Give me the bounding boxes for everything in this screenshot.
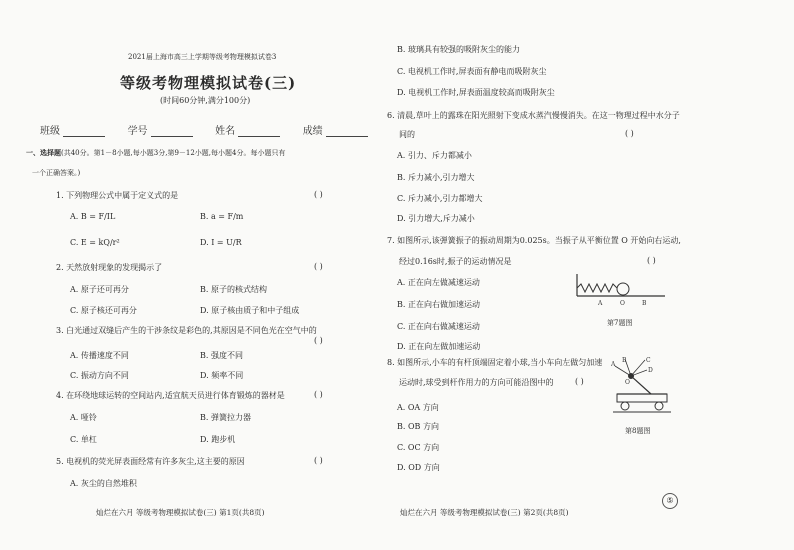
q4-option-d[interactable]: D. 跑步机 xyxy=(200,435,236,444)
page-badge: ⑤ xyxy=(662,493,678,509)
field-name-label: 姓名 xyxy=(215,126,236,137)
q1-option-c[interactable]: C. E = kQ/r² xyxy=(70,238,120,247)
q6-answer-paren[interactable]: ( ) xyxy=(625,129,634,138)
section-heading: 一、选择题 xyxy=(26,148,61,157)
q1-option-a[interactable]: A. B = F/IL xyxy=(70,212,116,221)
q2-option-c[interactable]: C. 原子核还可再分 xyxy=(70,306,137,315)
q7-label-o: O xyxy=(620,300,625,307)
footer-left: 灿烂在六月 等级考物理模拟试卷(三) 第1页(共8页) xyxy=(96,508,265,517)
q8-wheel-left xyxy=(621,402,629,410)
q8-cart-body xyxy=(617,394,667,402)
q4-option-b[interactable]: B. 弹簧拉力器 xyxy=(200,413,251,422)
page-title: 等级考物理模拟试卷(三) xyxy=(120,74,297,92)
q5-option-d[interactable]: D. 电视机工作时,屏表面温度较高而吸附灰尘 xyxy=(397,88,555,97)
field-id-label: 学号 xyxy=(127,126,148,137)
q7-option-a[interactable]: A. 正在向左做减速运动 xyxy=(397,278,480,287)
q7-stem: 7. 如图所示,该弹簧振子的振动周期为0.025s。当振子从平衡位置 O 开始向右运动, xyxy=(387,236,681,245)
q4-option-a[interactable]: A. 哑铃 xyxy=(70,413,97,422)
q8-label-c: C xyxy=(646,357,651,364)
q7-option-d[interactable]: D. 正在向左做加速运动 xyxy=(397,342,481,351)
q8-cart-figure xyxy=(611,356,673,416)
q8-label-o: O xyxy=(625,379,630,386)
q6-option-a[interactable]: A. 引力、斥力都减小 xyxy=(397,151,472,160)
q1-answer-paren[interactable]: ( ) xyxy=(314,190,323,199)
q7-figure-caption: 第7题图 xyxy=(607,319,633,327)
q8-wheel-right xyxy=(655,402,663,410)
q8-figure-caption: 第8题图 xyxy=(625,427,651,435)
q7-label-b: B xyxy=(642,300,647,307)
q8-label-d: D xyxy=(648,367,653,374)
q5-stem: 5. 电视机的荧光屏表面经常有许多灰尘,这主要的原因 xyxy=(56,457,245,466)
q7-option-b[interactable]: B. 正在向右做加速运动 xyxy=(397,300,480,309)
q2-stem: 2. 天然放射现象的发现揭示了 xyxy=(56,263,163,272)
section-intro xyxy=(26,148,286,158)
q2-answer-paren[interactable]: ( ) xyxy=(314,262,323,271)
q2-option-a[interactable]: A. 原子还可再分 xyxy=(70,285,129,294)
q3-stem: 3. 白光通过双缝后产生的干涉条纹是彩色的,其原因是不同色光在空气中的 xyxy=(56,326,317,335)
q7-spring xyxy=(577,284,617,292)
q8-line-oa xyxy=(615,366,631,376)
student-info-row xyxy=(40,122,368,137)
q2-option-d[interactable]: D. 原子核由质子和中子组成 xyxy=(200,306,300,315)
q8-answer-paren[interactable]: ( ) xyxy=(575,377,584,386)
q7-answer-paren[interactable]: ( ) xyxy=(647,256,656,265)
q8-stem-line2: 运动时,球受到杆作用力的方向可能沿图中的 xyxy=(399,378,554,387)
q5-option-b[interactable]: B. 玻璃具有较强的吸附灰尘的能力 xyxy=(397,45,520,54)
field-id-input[interactable] xyxy=(151,126,193,137)
q6-stem: 6. 清晨,草叶上的露珠在阳光照射下变成水蒸汽慢慢消失。在这一物理过程中水分子 xyxy=(387,111,680,120)
footer-right: 灿烂在六月 等级考物理模拟试卷(三) 第2页(共8页) xyxy=(400,508,569,517)
q3-option-b[interactable]: B. 强度不同 xyxy=(200,351,243,360)
q1-option-b[interactable]: B. a = F/m xyxy=(200,212,244,221)
field-name-input[interactable] xyxy=(238,126,280,137)
q7-stem-line2: 经过0.16s时,振子的运动情况是 xyxy=(399,257,512,266)
q1-stem: 1. 下列物理公式中属于定义式的是 xyxy=(56,191,179,200)
q4-answer-paren[interactable]: ( ) xyxy=(314,390,323,399)
q7-label-a: A xyxy=(598,300,603,307)
q7-ball xyxy=(617,283,629,295)
q5-option-c[interactable]: C. 电视机工作时,屏表面有静电而吸附灰尘 xyxy=(397,67,547,76)
q5-option-a[interactable]: A. 灰尘的自然堆积 xyxy=(70,479,137,488)
q3-option-a[interactable]: A. 传播速度不同 xyxy=(70,351,129,360)
field-score-label: 成绩 xyxy=(302,126,323,137)
q8-stem: 8. 如图所示,小车的有杆顶端固定着小球,当小车向左做匀加速 xyxy=(387,358,603,367)
q3-option-d[interactable]: D. 频率不同 xyxy=(200,371,244,380)
q8-option-a[interactable]: A. OA 方向 xyxy=(397,403,439,412)
q3-option-c[interactable]: C. 振动方向不同 xyxy=(70,371,129,380)
q8-option-d[interactable]: D. OD 方向 xyxy=(397,463,440,472)
q4-option-c[interactable]: C. 单杠 xyxy=(70,435,97,444)
q7-option-c[interactable]: C. 正在向右做减速运动 xyxy=(397,322,480,331)
exam-meta: (时间60分钟,满分100分) xyxy=(160,96,251,105)
section-intro-text: (共40分。第1－8小题,每小题3分,第9－12小题,每小题4分。每小题只有 xyxy=(61,149,286,157)
q8-label-a: A xyxy=(611,361,616,368)
q1-option-d[interactable]: D. I = U/R xyxy=(200,238,242,247)
q6-stem-line2: 间的 xyxy=(399,130,415,139)
exam-subtitle: 2021届上海市高三上学期等级考物理模拟试卷3 xyxy=(128,53,277,61)
q3-answer-paren[interactable]: ( ) xyxy=(314,336,323,345)
q6-option-c[interactable]: C. 斥力减小,引力都增大 xyxy=(397,194,483,203)
q8-label-b: B xyxy=(622,357,627,364)
q8-option-c[interactable]: C. OC 方向 xyxy=(397,443,440,452)
q8-option-b[interactable]: B. OB 方向 xyxy=(397,422,439,431)
field-class-label: 班级 xyxy=(40,126,60,137)
right-page xyxy=(387,0,794,550)
q6-option-d[interactable]: D. 引力增大,斥力减小 xyxy=(397,214,475,223)
q6-option-b[interactable]: B. 斥力减小,引力增大 xyxy=(397,173,475,182)
q7-spring-oscillator-figure xyxy=(575,272,667,308)
q5-answer-paren[interactable]: ( ) xyxy=(314,456,323,465)
section-intro-line2: 一个正确答案。) xyxy=(32,169,81,177)
field-class-input[interactable] xyxy=(63,126,105,137)
q4-stem: 4. 在环绕地球运转的空间站内,适宜航天员进行体育锻炼的器材是 xyxy=(56,391,285,400)
field-score-input[interactable] xyxy=(326,126,368,137)
q8-rod xyxy=(631,376,651,394)
q2-option-b[interactable]: B. 原子的核式结构 xyxy=(200,285,267,294)
